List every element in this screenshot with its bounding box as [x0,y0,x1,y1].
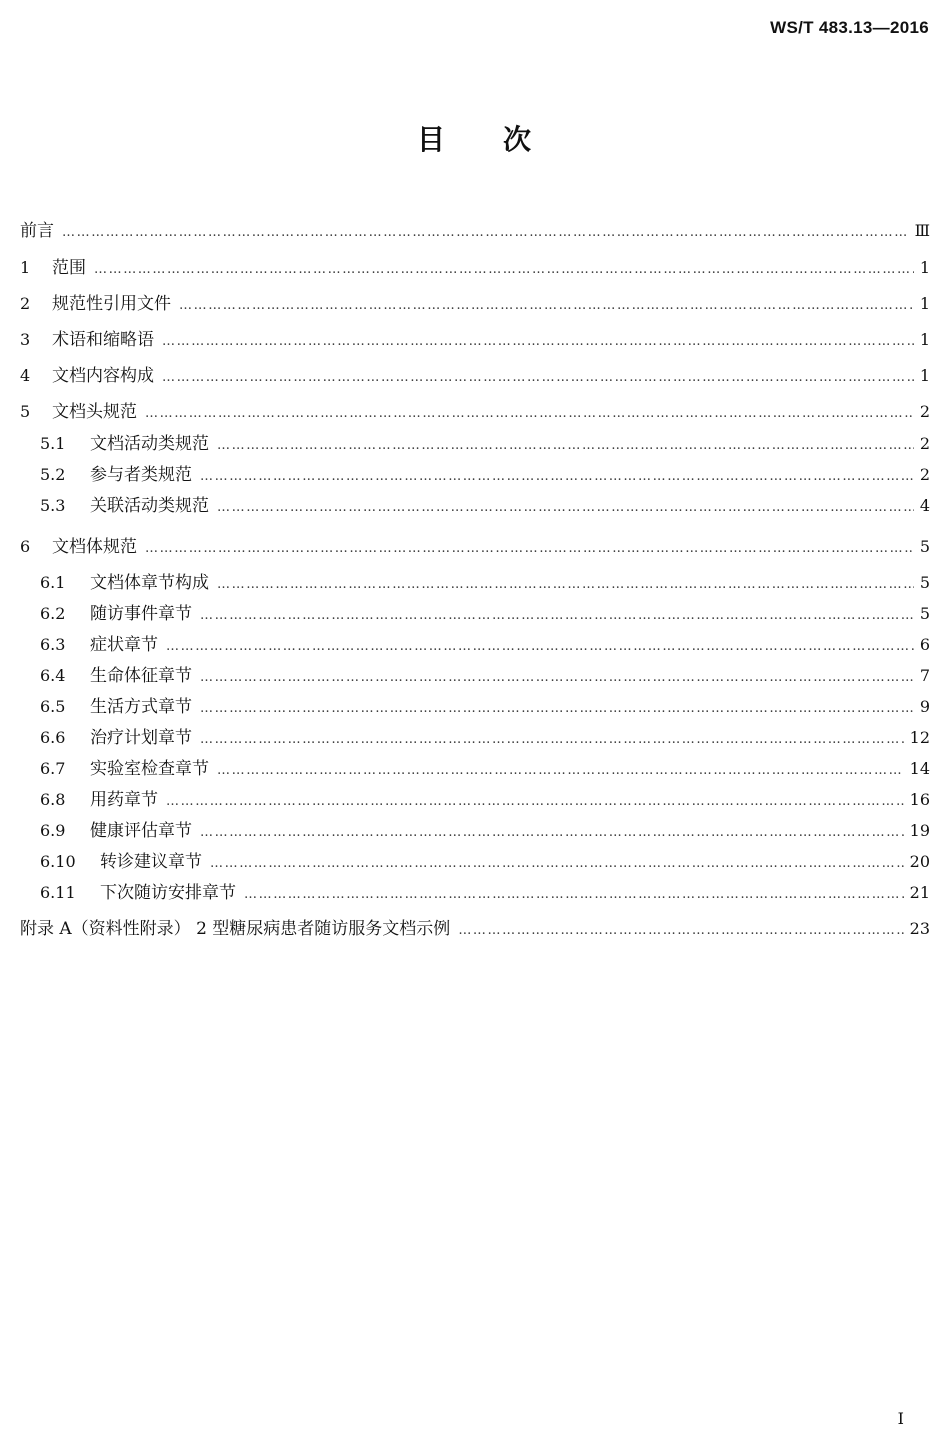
toc-entry[interactable] [0,568,950,594]
toc-dot-leader [217,577,914,592]
toc-entry-number: 1 [20,258,31,277]
toc-entry-label: 前言 [20,221,54,241]
page-number: I [897,1409,904,1428]
toc-entry-page: 9 [919,697,930,716]
toc-entry-page: 4 [919,496,930,515]
standard-code: WS/T 483.13—2016 [770,18,929,37]
toc-entry-heading [20,361,154,386]
toc-entry-label: 文档内容构成 [52,366,154,386]
toc-entry-heading [40,460,192,485]
toc-entry-number: 6.4 [40,666,66,685]
toc-entry[interactable] [0,361,950,387]
title-char-2: 次 [503,123,534,156]
toc-entry[interactable] [0,216,950,242]
toc-entry-heading [40,630,158,655]
toc-entry-heading [40,692,192,717]
toc-entry-heading [20,532,137,557]
toc-dot-leader [200,732,904,747]
toc-entry-label: 生活方式章节 [90,697,192,717]
toc-entry-number: 6 [20,537,31,556]
toc-entry[interactable] [0,723,950,749]
toc-entry[interactable] [0,816,950,842]
title-char-1: 目 [416,123,447,156]
toc-entry-page: 5 [919,604,930,623]
toc-dot-leader [217,500,914,515]
toc-entry[interactable] [0,289,950,315]
toc-entry-page: 1 [919,294,930,313]
page-title [0,118,950,158]
toc-entry-heading [40,491,209,516]
toc-entry-number: 5.1 [40,434,66,453]
toc-entry-heading [20,216,54,241]
toc-entry-label: 术语和缩略语 [52,330,154,350]
toc-entry-number: 6.8 [40,790,66,809]
toc-entry-heading [20,253,86,278]
toc-entry-page: 5 [919,537,930,556]
toc-entry-number: 3 [20,330,31,349]
toc-entry-label: 规范性引用文件 [52,294,171,314]
toc-entry[interactable] [0,397,950,423]
toc-entry-heading [40,754,209,779]
toc-entry-label: 随访事件章节 [90,604,192,624]
toc-entry-heading [40,599,192,624]
toc-entry[interactable] [0,661,950,687]
toc-entry-page: 14 [909,759,930,778]
toc-dot-leader [145,541,914,556]
toc-dot-leader [145,406,914,421]
toc-entry-page: 2 [919,402,930,421]
toc-entry-heading [20,325,154,350]
toc-entry-number: 5.3 [40,496,66,515]
toc-entry-number: 6.10 [40,852,76,871]
toc-entry-page: 1 [919,366,930,385]
toc-dot-leader [458,923,903,938]
toc-entry-page: 6 [919,635,930,654]
toc-dot-leader [200,608,914,623]
toc-dot-leader [162,370,914,385]
toc-dot-leader [200,469,914,484]
toc-entry-label: 用药章节 [90,790,158,810]
toc-entry-number: 6.5 [40,697,66,716]
toc-entry-number: 5.2 [40,465,66,484]
toc-entry[interactable] [0,325,950,351]
toc-dot-leader [210,856,904,871]
toc-entry[interactable] [0,692,950,718]
toc-entry[interactable] [0,532,950,558]
toc-dot-leader [200,701,914,716]
toc-entry-number: 6.3 [40,635,66,654]
toc-entry-label: 生命体征章节 [90,666,192,686]
toc-entry-label: 下次随访安排章节 [100,883,236,903]
toc-entry-label: 文档活动类规范 [90,434,209,454]
toc-entry[interactable] [0,599,950,625]
toc-entry-page: 1 [919,258,930,277]
toc-entry-page: 23 [909,919,930,938]
toc-dot-leader [217,763,904,778]
toc-entry-heading [40,847,202,872]
toc-entry-page: 16 [909,790,930,809]
toc-entry-number: 6.2 [40,604,66,623]
toc-entry-page: 5 [919,573,930,592]
toc-dot-leader [200,670,914,685]
toc-entry-label: 转诊建议章节 [100,852,202,872]
toc-entry-number: 4 [20,366,31,385]
toc-entry-heading [20,397,137,422]
toc-entry-page: 7 [919,666,930,685]
toc-entry-number: 6.6 [40,728,66,747]
toc-entry-number: 6.9 [40,821,66,840]
toc-entry[interactable] [0,754,950,780]
toc-entry-page: 19 [909,821,930,840]
toc-dot-leader [166,639,914,654]
toc-entry-label: 文档体章节构成 [90,573,209,593]
toc-entry-heading [40,429,209,454]
toc-entry-heading [20,914,450,939]
toc-entry-label: 实验室检查章节 [90,759,209,779]
toc-dot-leader [244,887,904,902]
toc-entry-heading [40,816,192,841]
toc-entry-label: 治疗计划章节 [90,728,192,748]
toc-entry-label: 范围 [52,258,86,278]
toc-entry[interactable] [0,429,950,455]
toc-entry-number: 2 [20,294,31,313]
toc-entry-label: 健康评估章节 [90,821,192,841]
toc-entry-label: 文档体规范 [52,537,137,557]
toc-entry-page: 2 [919,465,930,484]
toc-entry-heading [40,785,158,810]
toc-entry-number: 6.7 [40,759,66,778]
toc-dot-leader [217,438,914,453]
toc-dot-leader [200,825,904,840]
toc-entry-page: 21 [909,883,930,902]
toc-dot-leader [94,262,914,277]
toc-entry-label: 参与者类规范 [90,465,192,485]
toc-entry-label: 附录 A（资料性附录） 2 型糖尿病患者随访服务文档示例 [20,919,451,939]
toc-entry-label: 关联活动类规范 [90,496,209,516]
toc-entry-number: 6.1 [40,573,66,592]
toc-entry[interactable] [0,630,950,656]
toc-entry-label: 文档头规范 [52,402,137,422]
toc-entry-page: Ⅲ [914,221,930,240]
toc-entry-heading [40,723,192,748]
toc-dot-leader [62,225,909,240]
toc-entry-number: 6.11 [40,883,76,902]
toc-entry-page: 12 [909,728,930,747]
toc-dot-leader [162,334,914,349]
toc-entry[interactable] [0,460,950,486]
toc-entry[interactable] [0,253,950,279]
toc-entry-heading [40,568,209,593]
toc-dot-leader [166,794,904,809]
toc-entry[interactable] [0,914,950,940]
toc-entry-page: 2 [919,434,930,453]
toc-entry-heading [40,878,236,903]
toc-entry[interactable] [0,785,950,811]
toc-entry[interactable] [0,878,950,904]
toc-entry-number: 5 [20,402,31,421]
toc-entry-page: 1 [919,330,930,349]
toc-entry-heading [40,661,192,686]
toc-entry-heading [20,289,171,314]
toc-dot-leader [179,298,914,313]
toc-entry-label: 症状章节 [90,635,158,655]
toc-entry-page: 20 [909,852,930,871]
toc-entry[interactable] [0,847,950,873]
toc-entry[interactable] [0,491,950,517]
